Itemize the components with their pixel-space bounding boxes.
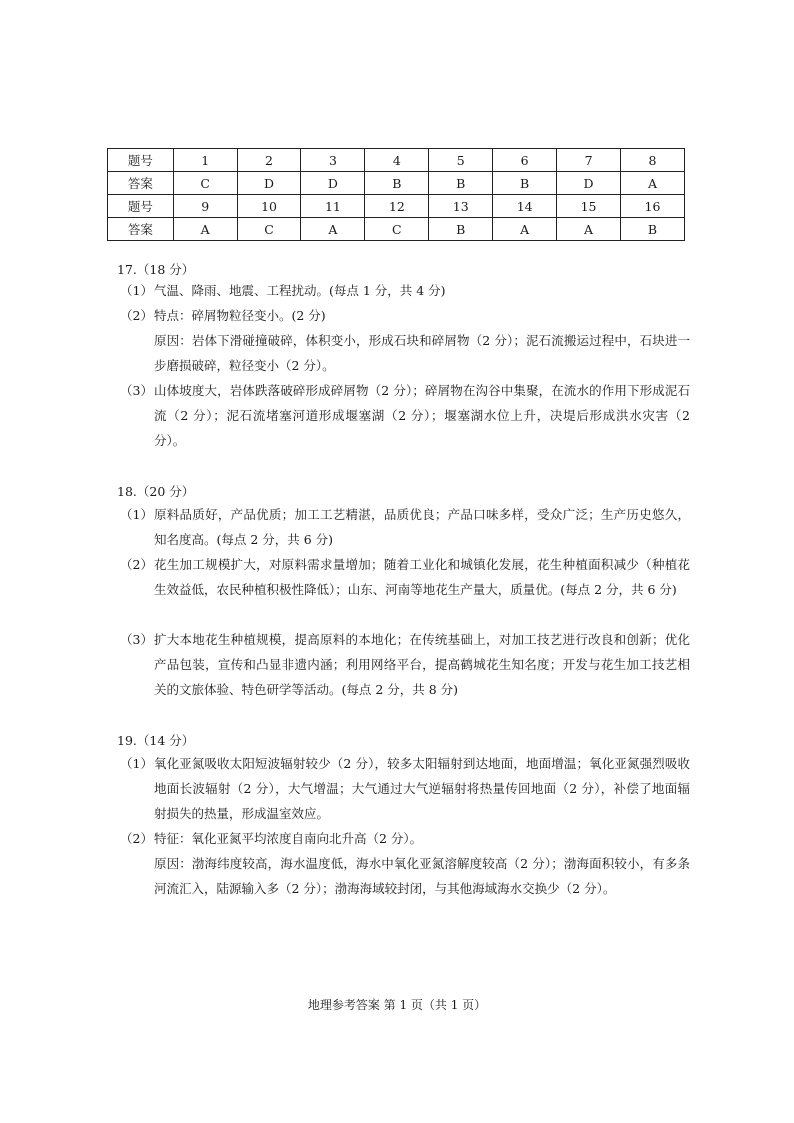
item-text: 氧化亚氮吸收太阳短波辐射较少（2 分），较多太阳辐射到达地面，地面增温；氧化亚氮强烈吸收地面长波辐射（2 分），大气增温；大气通过大气逆辐射将热量传回地面（2 分），补偿了地面辐射损失的热量，形成温室效应。 xyxy=(154,756,690,821)
q19-item-1 xyxy=(120,751,690,826)
item-number: （1） xyxy=(120,283,153,298)
item-subtext: 原因：岩体下滑碰撞破碎，体积变小，形成石块和碎屑物（2 分）；泥石流搬运过程中，石块进一步磨损破碎，粒径变小（2 分）。 xyxy=(154,333,690,373)
table-cell: 14 xyxy=(493,195,557,218)
q17-title: 17.（18 分） xyxy=(117,262,195,277)
item-number: （3） xyxy=(120,632,153,647)
table-cell: A xyxy=(493,218,557,241)
item-number: （2） xyxy=(120,308,153,323)
item-text: 扩大本地花生种植规模，提高原料的本地化；在传统基础上，对加工技艺进行改良和创新；优化产品包装，宣传和凸显非遗内涵；利用网络平台，提高鹤城花生知名度；开发与花生加工技艺相关的文旅体验、特色研学等活动。(每点 2 分，共 8 分) xyxy=(154,632,690,697)
table-cell: 6 xyxy=(493,149,557,172)
table-cell: B xyxy=(493,172,557,195)
row-header: 题号 xyxy=(108,149,174,172)
q19-item-2 xyxy=(120,826,690,901)
table-cell: A xyxy=(173,218,237,241)
row-header: 答案 xyxy=(108,218,174,241)
table-cell: 5 xyxy=(429,149,493,172)
table-cell: A xyxy=(621,172,685,195)
table-cell: 9 xyxy=(173,195,237,218)
answer-table xyxy=(107,148,685,241)
table-cell: 10 xyxy=(237,195,301,218)
table-cell: 1 xyxy=(173,149,237,172)
table-cell: A xyxy=(557,218,621,241)
table-cell: B xyxy=(365,172,429,195)
table-cell: B xyxy=(621,218,685,241)
q18-item-2 xyxy=(120,552,690,602)
table-cell: D xyxy=(237,172,301,195)
table-cell: B xyxy=(429,172,493,195)
row-header: 题号 xyxy=(108,195,174,218)
table-cell: 11 xyxy=(301,195,365,218)
table-cell: 8 xyxy=(621,149,685,172)
item-number: （3） xyxy=(120,383,153,398)
item-number: （2） xyxy=(120,831,153,846)
table-cell: 13 xyxy=(429,195,493,218)
table-cell: A xyxy=(301,218,365,241)
item-text: 特征：氧化亚氮平均浓度自南向北升高（2 分）。 xyxy=(154,831,423,846)
table-cell: C xyxy=(237,218,301,241)
q17-item-1 xyxy=(120,278,690,303)
item-number: （1） xyxy=(120,507,153,522)
item-number: （1） xyxy=(120,756,153,771)
table-cell: 4 xyxy=(365,149,429,172)
table-cell: D xyxy=(557,172,621,195)
q18-title: 18.（20 分） xyxy=(117,484,195,499)
table-cell: 16 xyxy=(621,195,685,218)
q17-item-2 xyxy=(120,303,690,378)
q18-item-1 xyxy=(120,502,690,552)
table-cell: 15 xyxy=(557,195,621,218)
table-cell: D xyxy=(301,172,365,195)
row-header: 答案 xyxy=(108,172,174,195)
table-row xyxy=(108,172,685,195)
item-subtext: 原因：渤海纬度较高，海水温度低，海水中氧化亚氮溶解度较高（2 分）；渤海面积较小，有多条河流汇入，陆源输入多（2 分）；渤海海域较封闭，与其他海域海水交换少（2 分）。 xyxy=(154,856,690,896)
table-cell: C xyxy=(173,172,237,195)
q17-item-3 xyxy=(120,378,690,453)
table-cell: 12 xyxy=(365,195,429,218)
table-cell: B xyxy=(429,218,493,241)
item-number: （2） xyxy=(120,557,153,572)
table-cell: 3 xyxy=(301,149,365,172)
item-text: 花生加工规模扩大，对原料需求量增加；随着工业化和城镇化发展，花生种植面积减少（种植花生效益低，农民种植积极性降低）；山东、河南等地花生产量大，质量优。(每点 2 分，共 6 分) xyxy=(154,557,690,597)
table-row xyxy=(108,149,685,172)
q18-item-3 xyxy=(120,627,690,702)
item-text: 气温、降雨、地震、工程扰动。(每点 1 分，共 4 分) xyxy=(154,283,446,298)
table-cell: 7 xyxy=(557,149,621,172)
item-text: 山体坡度大，岩体跌落破碎形成碎屑物（2 分）；碎屑物在沟谷中集聚，在流水的作用下形成泥石流（2 分）；泥石流堵塞河道形成堰塞湖（2 分）；堰塞湖水位上升，决堤后形成洪水灾害（2 分）。 xyxy=(154,383,690,448)
table-cell: C xyxy=(365,218,429,241)
item-text: 原料品质好，产品优质；加工工艺精湛，品质优良；产品口味多样，受众广泛；生产历史悠久，知名度高。(每点 2 分，共 6 分) xyxy=(154,507,690,547)
table-row xyxy=(108,218,685,241)
page-footer: 地理参考答案 第 1 页（共 1 页） xyxy=(307,998,487,1012)
table-row xyxy=(108,195,685,218)
table-cell: 2 xyxy=(237,149,301,172)
q19-title: 19.（14 分） xyxy=(117,733,195,748)
item-text: 特点：碎屑物粒径变小。(2 分) xyxy=(154,308,326,323)
